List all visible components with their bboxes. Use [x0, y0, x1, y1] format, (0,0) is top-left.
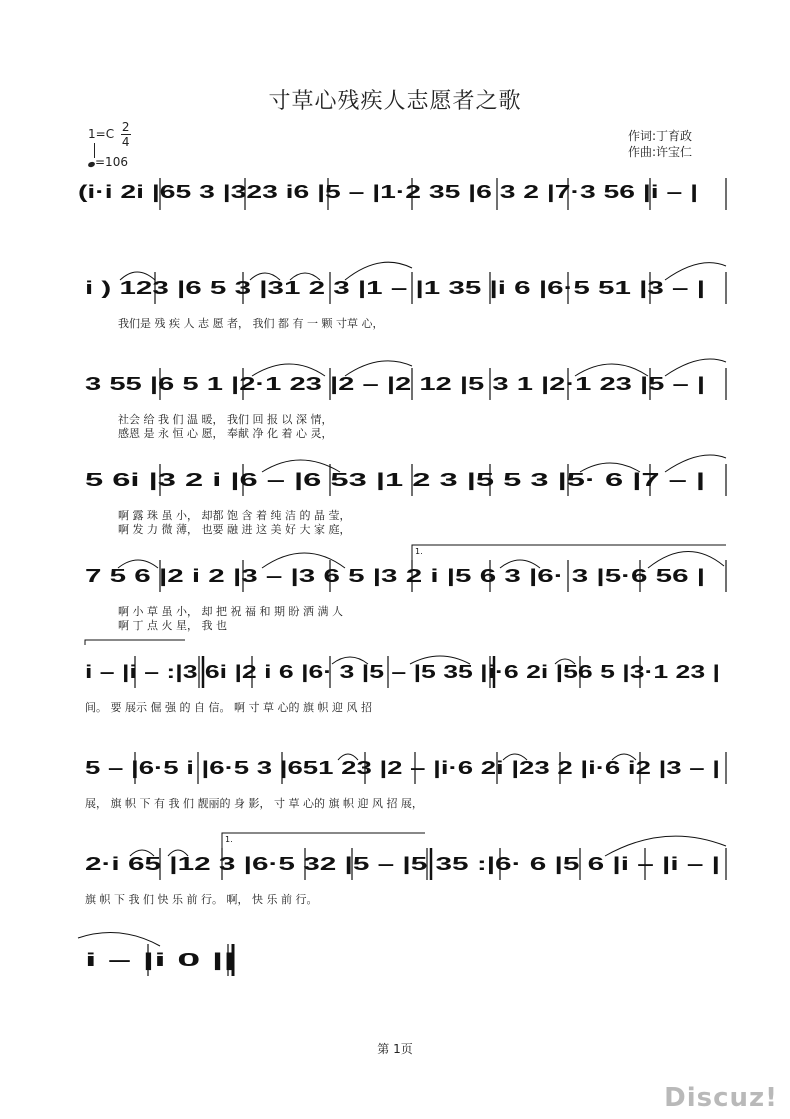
lyric-line: 啊 露 珠 虽 小， 却都 饱 含 着 纯 洁 的 晶 莹，: [118, 509, 351, 522]
lyric-line: 感恩 是 永 恒 心 愿， 奉献 净 化 着 心 灵，: [118, 427, 333, 440]
time-signature-denominator: 4: [121, 135, 130, 149]
tempo-value: =106: [95, 155, 128, 169]
key-signature: 1=C: [88, 127, 115, 141]
system-6: [85, 640, 720, 714]
system-7: [85, 752, 726, 810]
system-notes: i ) 123 |6 5 3 |31 2 3 |1 – |1 35 |i 6 |6·5 51 |3 – |: [85, 278, 705, 298]
system-notes: i – |i 0 ||: [85, 950, 235, 970]
lyric-line: 旗 帜 下 我 们 快 乐 前 行。 啊， 快 乐 前 行。: [85, 893, 318, 906]
watermark: Discuz!: [664, 1083, 778, 1113]
lyric-line: 我们是 残 疾 人 志 愿 者， 我们 都 有 一 颗 寸草 心，: [118, 317, 384, 330]
system-notes: 2·i 65 |12 3 |6·5 32 |5 – |5 35 :|6· 6 |5 6 |i – |i – |: [85, 854, 720, 874]
first-ending-bracket: [222, 833, 425, 848]
lyric-line: 社会 给 我 们 温 暖， 我们 回 报 以 深 情，: [118, 413, 333, 426]
lyric-line: 展， 旗 帜 下 有 我 们 靓丽的 身 影， 寸 草 心的 旗 帜 迎 风 招 展，: [85, 797, 423, 810]
song-title: 寸草心残疾人志愿者之歌: [268, 89, 522, 114]
system-8: [85, 833, 726, 906]
system-notes: 3 55 |6 5 1 |2·1 23 |2 – |2 12 |5 3 1 |2·1 23 |5 – |: [85, 374, 705, 394]
time-signature-numerator: 2: [121, 120, 130, 134]
system-1: [78, 178, 726, 210]
system-3: [85, 359, 726, 440]
system-4: [85, 455, 726, 536]
first-ending-label: 1.: [415, 547, 423, 556]
system-notes: 7 5 6 |2 i 2 |3 – |3 6 5 |3 2 i |5 6 3 |6· 3 |5·6 56 |: [85, 566, 705, 586]
lyric-line: 间。 要 展示 倔 强 的 自 信。 啊 寸 草 心的 旗 帜 迎 风 招: [85, 701, 372, 714]
lyric-line: 啊 小 草 虽 小， 却 把 祝 福 和 期 盼 洒 满 人: [118, 605, 343, 618]
lyricist: 作词:丁育政: [628, 129, 693, 143]
page-number: 第 1页: [377, 1042, 413, 1056]
system-5: [85, 545, 726, 632]
lyric-line: 啊 丁 点 火 星， 我 也: [118, 619, 227, 632]
system-notes: 5 6i |3 2 i |6 – |6 53 |1 2 3 |5 5 3 |5· 6 |7 – |: [85, 470, 705, 490]
system-notes: i – |i – :|3 6i |2 i 6 |6· 3 |5 – |5 35 |i·6 2i |56 5 |3·1 23 |: [85, 662, 720, 682]
first-ending-label: 1.: [225, 835, 233, 844]
system-2: [85, 262, 726, 330]
system-notes: 5 – |6·5 i |6·5 3 |651 23 |2 – |i·6 2i |23 2 |i·6 i2 |3 – |: [85, 758, 720, 778]
lyric-line: 啊 发 力 微 薄， 也要 融 进 这 美 好 大 家 庭，: [118, 523, 351, 536]
composer: 作曲:许宝仁: [628, 145, 693, 159]
system-notes: (i·i 2i |65 3 |323 i6 |5 – |1·2 35 |6 3 2 |7·3 56 |i – |: [78, 182, 698, 202]
tie-bracket: [85, 640, 185, 645]
system-9: [78, 933, 235, 976]
